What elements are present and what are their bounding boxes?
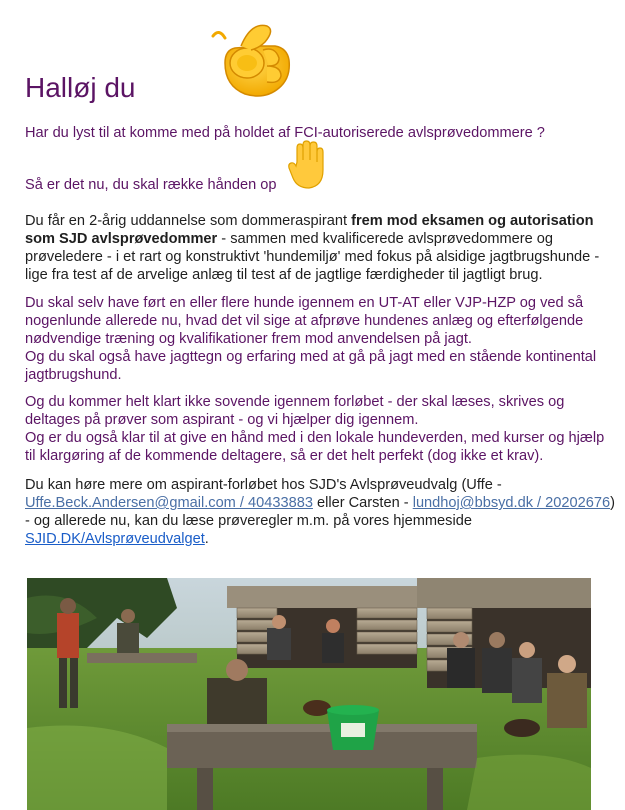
carsten-contact-link[interactable]: lundhoj@bbsyd.dk / 20202676 — [412, 495, 611, 511]
question-line: Har du lyst til at komme med på holdet af FCI-autoriserede avlsprøvedommere ? — [25, 125, 545, 141]
contact-text-c: ) - og allerede nu, kan du læse prøveregler m.m. på vores hjemmeside — [25, 495, 615, 529]
contact-text-d: . — [204, 531, 209, 547]
course-line-1: Og du kommer helt klart ikke sovende igennem forløbet - der skal læses, skrives og deltages på prøver som aspirant - og vi hjælper dig igennem. — [25, 394, 565, 428]
pointing-finger-emoji-icon — [205, 8, 301, 104]
education-text-bold: frem mod eksamen og autorisation som SJD avlsprøvedommer — [25, 213, 594, 247]
paragraph-requirements — [25, 294, 615, 384]
contact-text-b: eller Carsten - — [312, 495, 413, 511]
raise-hand-line: Så er det nu, du skal række hånden op — [25, 177, 277, 193]
requirements-line-2: Og du skal også have jagttegn og erfaring med at gå på jagt med en stående kontinental jagtbrugshund. — [25, 349, 597, 383]
education-text-c: - sammen med kvalificerede avlsprøvedommere og prøveledere - i et rart og konstruktivt 'hundemiljø' med fokus på alsidige jagtbrugshunde - lige fra test af de arvelige anlæg til test af de jagtlige færdigheder til jagtligt brug. — [25, 231, 600, 283]
greeting-heading: Halløj du — [25, 72, 136, 103]
paragraph-contact — [25, 476, 615, 548]
course-line-2: Og er du også klar til at give en hånd med i den lokale hundeverden, med kurser og hjælp til klargøring af de kommende deltagere, så er det helt perfekt (dog ikke et krav). — [25, 430, 605, 464]
contact-text-a: Du kan høre mere om aspirant-forløbet hos SJD's Avlsprøveudvalg (Uffe - — [25, 477, 502, 493]
group-photo-image — [27, 578, 591, 810]
education-text-a: Du får en 2-årig uddannelse som dommeraspirant — [25, 213, 352, 229]
website-link[interactable]: SJID.DK/Avlsprøveudvalget — [25, 531, 205, 547]
uffe-contact-link[interactable]: Uffe.Beck.Andersen@gmail.com / 40433883 — [25, 495, 313, 511]
paragraph-education — [25, 212, 610, 284]
requirements-line-1: Du skal selv have ført en eller flere hunde igennem en UT-AT eller VJP-HZP og ved så nogenlunde allerede nu, hvad det vil sige at afprøve hundenes anlæg og efterfølgende nødvendige træning og kvalifikationer frem mod anvendelsen på jagt. — [25, 295, 584, 347]
raised-hand-emoji-icon — [285, 140, 333, 190]
paragraph-course — [25, 393, 615, 465]
